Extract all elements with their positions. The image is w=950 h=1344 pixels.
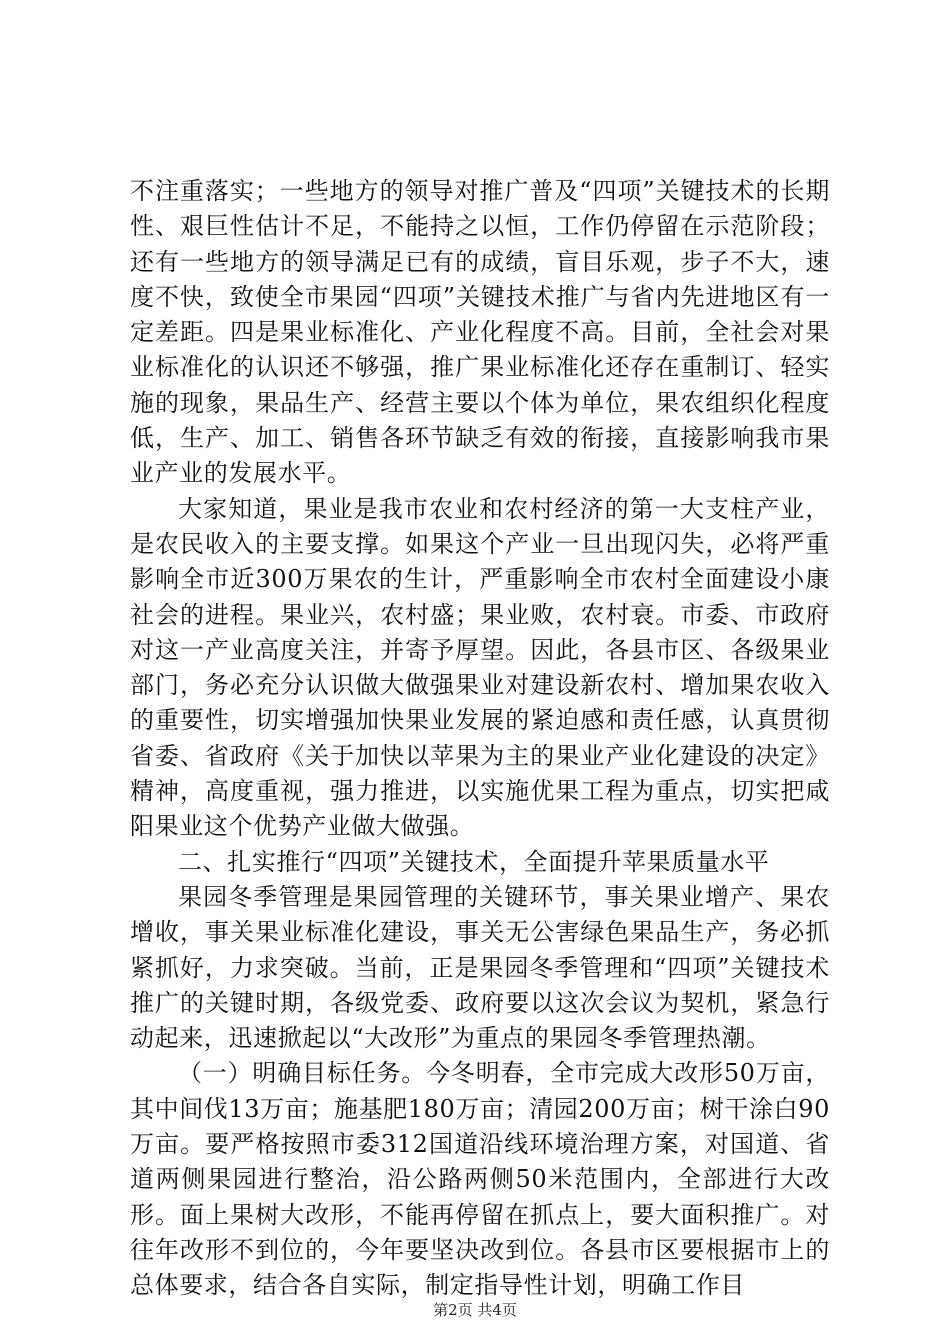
document-body [130, 174, 830, 1304]
paragraph-clear-goals: （一）明确目标任务。今冬明春，全市完成大改形50万亩，其中间伐13万亩；施基肥180万亩；清园200万亩；树干涂白90万亩。要严格按照市委312国道沿线环境治理方案，对国道、省道两侧果园进行整治，沿公路两侧50米范围内，全部进行大改形。面上果树大改形，不能再停留在抓点上，要大面积推广。对往年改形不到位的，今年要坚决改到位。各县市区要根据市上的总体要求，结合各自实际，制定指导性计划，明确工作目 [130, 1059, 830, 1300]
section-heading-four-key-technologies: 二、扎实推行“四项”关键技术，全面提升苹果质量水平 [178, 847, 770, 876]
paragraph-shortcomings: 不注重落实；一些地方的领导对推广普及“四项”关键技术的长期性、艰巨性估计不足，不能持之以恒，工作仍停留在示范阶段；还有一些地方的领导满足已有的成绩，盲目乐观，步子不大，速度不快，致使全市果园“四项”关键技术推广与省内先进地区有一定差距。四是果业标准化、产业化程度不高。目前，全社会对果业标准化的认识还不够强，推广果业标准化还存在重制订、轻实施的现象，果品生产、经营主要以个体为单位，果农组织化程度低，生产、加工、销售各环节缺乏有效的衔接，直接影响我市果业产业的发展水平。 [130, 177, 830, 488]
paragraph-fruit-industry-importance: 大家知道，果业是我市农业和农村经济的第一大支柱产业，是农民收入的主要支撑。如果这个产业一旦出现闪失，必将严重影响全市近300万果农的生计，严重影响全市农村全面建设小康社会的进程。果业兴，农村盛；果业败，农村衰。市委、市政府对这一产业高度关注，并寄予厚望。因此，各县市区、各级果业部门，务必充分认识做大做强果业对建设新农村、增加果农收入的重要性，切实增强加快果业发展的紧迫感和责任感，认真贯彻省委、省政府《关于加快以苹果为主的果业产业化建设的决定》精神，高度重视，强力推进，以实施优果工程为重点，切实把咸阳果业这个优势产业做大做强。 [130, 494, 830, 841]
page-number-footer: 第2页 共4页 [433, 1301, 517, 1319]
paragraph-winter-management: 果园冬季管理是果园管理的关键环节，事关果业增产、果农增收，事关果业标准化建设，事关无公害绿色果品生产，务必抓紧抓好，力求突破。当前，正是果园冬季管理和“四项”关键技术推广的关键时期，各级党委、政府要以这次会议为契机，紧急行动起来，迅速掀起以“大改形”为重点的果园冬季管理热潮。 [130, 882, 830, 1053]
